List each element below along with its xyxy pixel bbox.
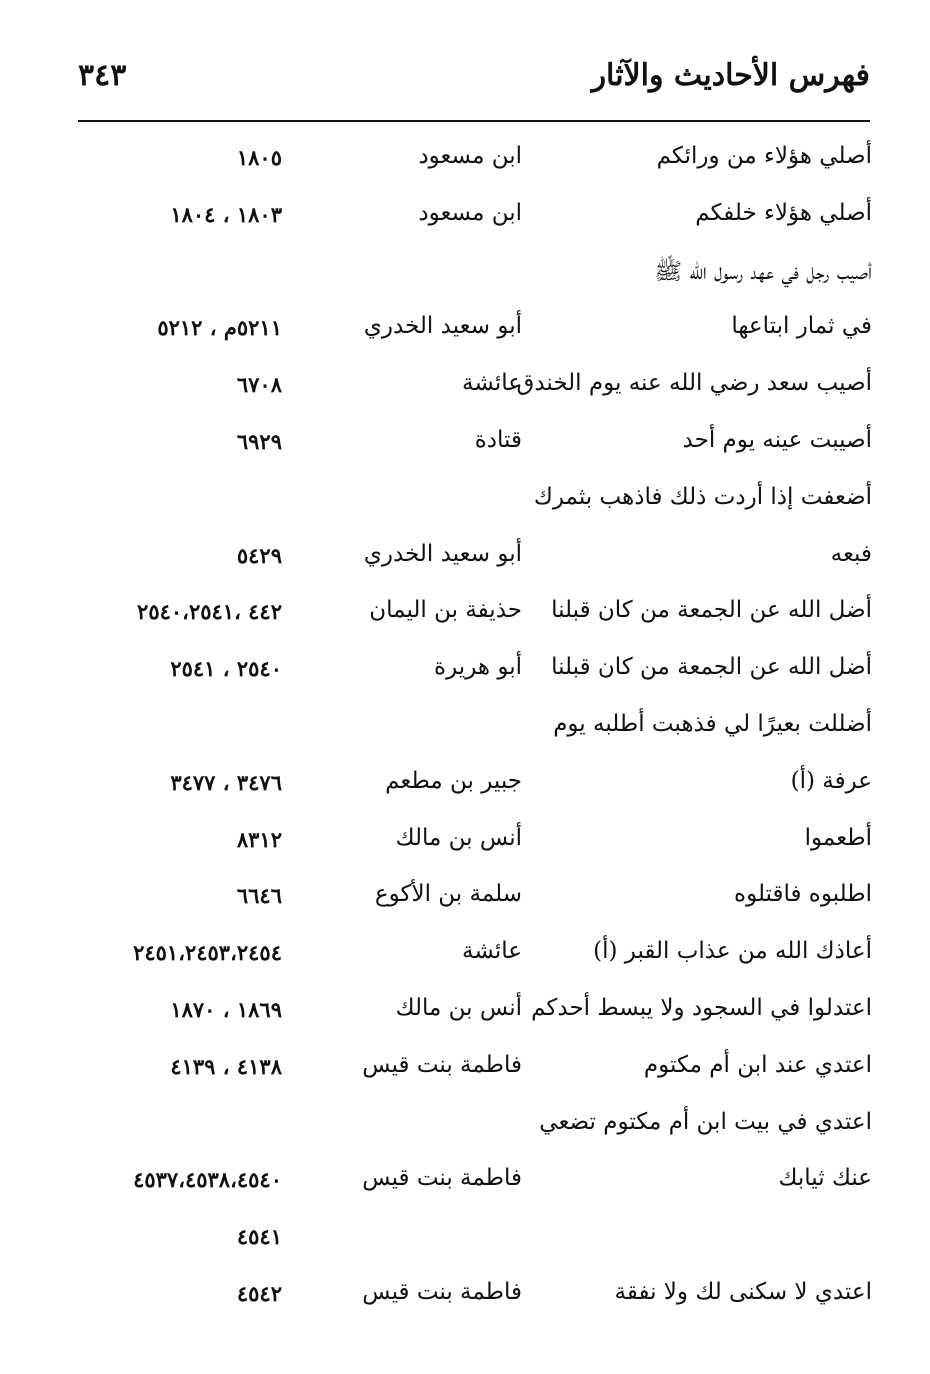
index-row	[0, 817, 930, 874]
reference-numbers: ٤٥٤١	[236, 1224, 282, 1250]
hadith-phrase: اطلبوه فاقتلوه	[734, 881, 872, 908]
hadith-phrase: أضعفت إذا أردت ذلك فاذهب بثمرك	[533, 483, 872, 510]
reference-numbers: ٢٥٤٠ ، ٢٥٤١	[170, 656, 282, 682]
index-row	[0, 1214, 930, 1271]
hadith-phrase: أضل الله عن الجمعة من كان قبلنا	[551, 597, 872, 624]
reference-numbers: ٥٢١١م ، ٥٢١٢	[157, 315, 282, 341]
reference-numbers: ١٨٠٥	[236, 145, 282, 170]
narrator-name: عائشة	[462, 370, 522, 397]
index-row	[0, 192, 930, 249]
reference-numbers: ٤١٣٨ ، ٤١٣٩	[170, 1053, 282, 1079]
hadith-phrase: أصيب رجل في عهد رسول الله ﷺ	[654, 258, 872, 285]
reference-numbers: ٦٦٤٦	[236, 883, 282, 909]
index-row	[0, 1044, 930, 1101]
narrator-name: أبو سعيد الخدري	[363, 313, 522, 340]
index-list	[0, 135, 930, 1328]
index-row	[0, 873, 930, 930]
hadith-phrase: أصيبت عينه يوم أحد	[682, 426, 872, 453]
index-row	[0, 249, 930, 306]
index-row	[0, 703, 930, 760]
reference-numbers: ٣٤٧٦ ، ٣٤٧٧	[170, 769, 282, 795]
hadith-phrase: اعتدي عند ابن أم مكتوم	[643, 1051, 872, 1078]
reference-numbers: ١٨٠٣ ، ١٨٠٤	[170, 201, 282, 227]
index-row	[0, 930, 930, 987]
index-row	[0, 362, 930, 419]
index-row	[0, 646, 930, 703]
hadith-phrase: عنك ثيابك	[778, 1165, 872, 1192]
narrator-name: ابن مسعود	[418, 199, 522, 226]
hadith-phrase: أضللت بعيرًا لي فذهبت أطلبه يوم	[553, 710, 872, 737]
hadith-phrase: فبعه	[830, 540, 872, 567]
hadith-phrase: اعتدي في بيت ابن أم مكتوم تضعي	[539, 1108, 872, 1135]
narrator-name: قتادة	[474, 426, 522, 453]
index-row	[0, 987, 930, 1044]
index-row	[0, 589, 930, 646]
reference-numbers: ١٨٦٩ ، ١٨٧٠	[170, 996, 282, 1022]
narrator-name: فاطمة بنت قيس	[362, 1165, 522, 1192]
reference-numbers: ٦٩٢٩	[236, 428, 282, 454]
page-number: ٣٤٣	[78, 58, 127, 93]
hadith-phrase: اعتدي لا سكنى لك ولا نفقة	[614, 1278, 872, 1305]
index-row	[0, 135, 930, 192]
index-row	[0, 305, 930, 362]
page-header	[78, 50, 870, 110]
index-row	[0, 419, 930, 476]
hadith-phrase: عرفة (أ)	[790, 767, 872, 794]
index-row	[0, 1271, 930, 1328]
index-row	[0, 1157, 930, 1214]
hadith-phrase: أصلي هؤلاء خلفكم	[695, 199, 872, 226]
reference-numbers: ٦٧٠٨	[236, 372, 282, 398]
hadith-phrase: في ثمار ابتاعها	[731, 313, 872, 340]
reference-numbers: ٢٤٥١،٢٤٥٣،٢٤٥٤	[133, 940, 282, 966]
hadith-phrase: أعاذك الله من عذاب القبر (أ)	[593, 938, 872, 965]
header-divider	[78, 120, 870, 122]
narrator-name: جبير بن مطعم	[385, 767, 522, 794]
header-title: فهرس الأحاديث والآثار	[591, 58, 870, 93]
hadith-phrase: أصيب سعد رضي الله عنه يوم الخندق	[516, 370, 872, 397]
narrator-name: سلمة بن الأكوع	[374, 881, 522, 908]
reference-numbers: ٤٤٢ ،٢٥٤٠،٢٥٤١	[137, 599, 282, 625]
reference-numbers: ٤٥٣٧،٤٥٣٨،٤٥٤٠	[133, 1167, 282, 1193]
narrator-name: ابن مسعود	[418, 143, 522, 169]
hadith-phrase: اعتدلوا في السجود ولا يبسط أحدكم	[531, 994, 872, 1021]
narrator-name: أنس بن مالك	[395, 824, 522, 851]
index-row	[0, 476, 930, 533]
narrator-name: فاطمة بنت قيس	[362, 1051, 522, 1078]
hadith-phrase: أضل الله عن الجمعة من كان قبلنا	[551, 654, 872, 681]
narrator-name: عائشة	[462, 938, 522, 965]
narrator-name: أبو سعيد الخدري	[363, 540, 522, 567]
reference-numbers: ٤٥٤٢	[236, 1280, 282, 1306]
hadith-phrase: أصلي هؤلاء من ورائكم	[656, 143, 872, 169]
reference-numbers: ٨٣١٢	[236, 826, 282, 852]
narrator-name: أنس بن مالك	[395, 994, 522, 1021]
index-row	[0, 760, 930, 817]
reference-numbers: ٥٤٢٩	[236, 542, 282, 568]
narrator-name: فاطمة بنت قيس	[362, 1278, 522, 1305]
narrator-name: أبو هريرة	[434, 654, 522, 681]
index-row	[0, 533, 930, 590]
index-row	[0, 1101, 930, 1158]
narrator-name: حذيفة بن اليمان	[369, 597, 522, 624]
hadith-phrase: أطعموا	[804, 824, 872, 851]
